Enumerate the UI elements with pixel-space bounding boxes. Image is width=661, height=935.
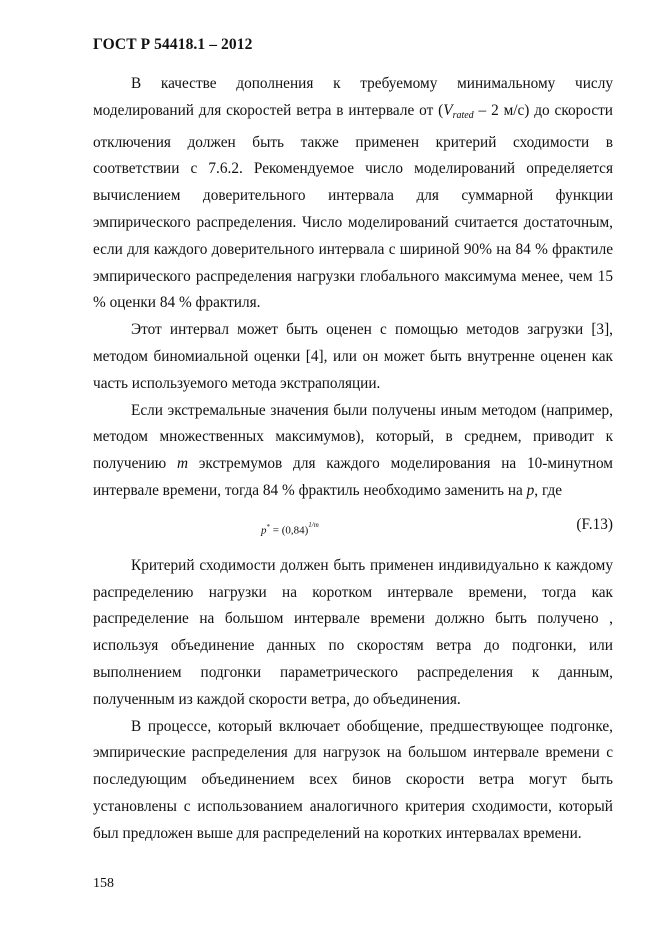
paragraph-extreme-values <box>93 398 613 505</box>
paragraph-text: экстремумов для каждого моделирования на 10-минутном интервале времени, тогда 84 % фрактиль необходимо заменить на <box>93 455 613 499</box>
paragraph-interval-estimation: Этот интервал может быть оценен с помощью методов загрузки [3], методом биномиальной оценки [4], или он может быть внутренне оценен как часть используемого метода экстраполяции. <box>93 321 613 392</box>
paragraph-convergence-criterion <box>93 71 613 317</box>
page-number: 158 <box>93 876 114 891</box>
variable-v: V <box>443 101 453 119</box>
subscript-rated: rated <box>452 109 474 121</box>
paragraph-criterion-application: Критерий сходимости должен быть применен индивидуально к каждому распределению нагрузки на коротком интервале времени, тогда как распределение на большом интервале времени должно быть получено , используя объединение данных по скоростям ветра до подгонки, или выполнением подгонки параметрического распределения к данным, полученным из каждой скорости ветра, до объединения. <box>93 556 613 708</box>
formula-lhs: p <box>261 524 267 537</box>
formula-rhs: = (0,84) <box>270 524 309 537</box>
formula-row <box>93 505 613 553</box>
formula-exponent: 1/m <box>308 521 319 530</box>
page-body <box>93 71 613 848</box>
paragraph-text: В качестве дополнения к требуемому минимальному числу моделирований для скоростей ветра в интервале от ( <box>93 75 613 119</box>
variable-p: p <box>526 481 535 499</box>
document-header: ГОСТ Р 54418.1 – 2012 <box>93 36 253 53</box>
paragraph-generalization: В процессе, который включает обобщение, предшествующее подгонке, эмпирические распределения для нагрузок на большом интервале времени с последующим объединением всех бинов скорости ветра могут быть установлены с использованием аналогичного критерия сходимости, который был предложен выше для распределений на коротких интервалах времени. <box>93 717 613 842</box>
formula-number: (F.13) <box>576 515 613 533</box>
paragraph-text: – 2 м/с) до скорости отключения должен быть также применен критерий сходимости в соответствии с 7.6.2. Рекомендуемое число моделирований определяется вычислением доверительного интервала для суммарной функции эмпирического распределения. Число моделирований считается достаточным, если для каждого доверительного интервала с шириной 90% на 84 % фрактиле эмпирического распределения нагрузки глобального максимума менее, чем 15 % оценки 84 % фрактиля. <box>93 101 613 312</box>
paragraph-text: Если экстремальные значения были получены иным методом (например, методом множественных максимумов), который, в среднем, приводит к получению <box>93 401 613 473</box>
paragraph-text: , где <box>534 481 563 499</box>
formula-star: * <box>266 522 270 531</box>
variable-m: m <box>177 455 189 473</box>
formula-f13 <box>261 514 319 545</box>
